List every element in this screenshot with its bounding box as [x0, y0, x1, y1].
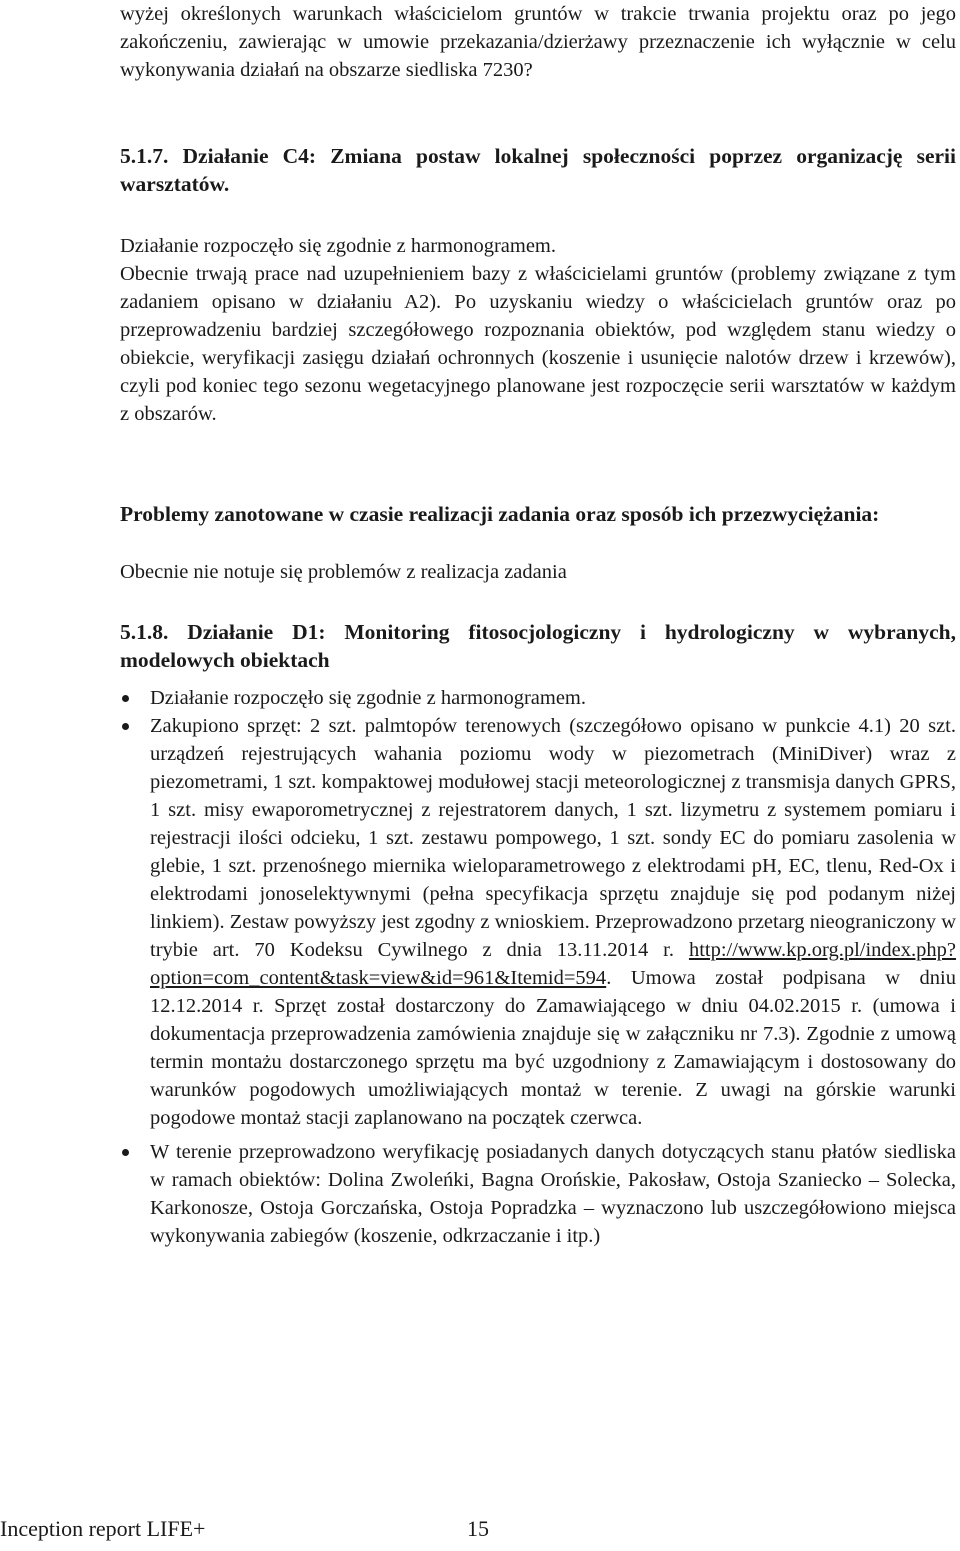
intro-paragraph: wyżej określonych warunkach właścicielom gruntów w trakcie trwania projektu oraz po jego zakończeniu, zawierając w umowie przekazania/dzierżawy przeznaczenie ich wyłącznie w celu wykonywania działań na obszarze siedliska 7230? — [120, 3, 956, 81]
footer-report-name: Inception report LIFE+ — [0, 1516, 206, 1541]
section-title: Działanie C4: Zmiana postaw lokalnej społeczności poprzez organizację serii warsztatów. — [120, 144, 956, 196]
list-item — [120, 1138, 956, 1250]
bullet-text: W terenie przeprowadzono weryfikację posiadanych danych dotyczących stanu płatów siedliska w ramach obiektów: Dolina Zwoleńki, Bagna Orońskie, Pakosław, Ostoja Szaniecko – Solecka, Karkonosze, Ostoja Gorczańska, Ostoja Popradzka – wyznaczono lub uszczegółowiono miejsca wykonywania zabiegów (koszenie, odkrzaczanie i itp.) — [150, 1141, 956, 1247]
c4-details-paragraph: Obecnie trwają prace nad uzupełnieniem bazy z właścicielami gruntów (problemy związane z tym zadaniem opisano w działaniu A2). Po uzyskaniu wiedzy o właścicielach gruntów oraz po przeprowadzeniu bardziej szczegółowego rozpoznania obiektów, pod względem stanu wiedzy o obiekcie, weryfikacji zasięgu działań ochronnych (koszenie i usunięcie nalotów drzew i krzewów), czyli pod koniec tego sezonu wegetacyjnego planowane jest rozpoczęcie serii warsztatów w każdym z obszarów. — [120, 263, 956, 425]
problems-heading: Problemy zanotowane w czasie realizacji zadania oraz sposób ich przezwyciężania: — [120, 502, 880, 526]
page-number: 15 — [467, 1516, 489, 1541]
section-heading-5-1-7 — [120, 142, 956, 198]
c4-status-paragraph: Działanie rozpoczęło się zgodnie z harmonogramem. — [120, 235, 557, 257]
bullet-text: Zakupiono sprzęt: 2 szt. palmtopów terenowych (szczegółowo opisano w punkcie 4.1) 20 szt. urządzeń rejestrujących wahania poziomu wody w piezometrach (MiniDiver) wraz z piezometrami, 1 szt. kompaktowej modułowej stacji meteorologicznej z transmisja danych GPRS, 1 szt. misy ewaporometrycznej z rejestratorem danych, 1 szt. lizymetru z systemem pomiaru i rejestracji ilości odcieku, 1 szt. zestawu pompowego, 1 szt. sondy EC do pomiaru zasolenia w glebie, 1 szt. przenośnego miernika wieloparametrowego z elektrodami pH, EC, tlenu, Red-Ox i elektrodami jonoselektywnymi (pełna specyfikacja sprzętu znajduje się pod podanym niżej linkiem). Zestaw powyższy jest zgodny z wnioskiem. Przeprowadzono przetarg nieograniczony w trybie art. 70 Kodeksu Cywilnego z dnia 13.11.2014 r. — [150, 715, 956, 961]
section-heading-5-1-8 — [120, 618, 956, 674]
section-title: Działanie D1: Monitoring fitosocjologiczny i hydrologiczny w wybranych, modelowych obiektach — [120, 620, 956, 672]
bullet-icon — [122, 1149, 129, 1156]
bullet-text-continued: . Umowa został podpisana w dniu 12.12.2014 r. Sprzęt został dostarczony do Zamawiającego w dniu 04.02.2015 r. (umowa i dokumentacja przeprowadzenia zamówienia znajduje się w załączniku nr 7.3). Zgodnie z umową termin montażu dostarczonego sprzętu ma być uzgodniony z Zamawiającym i dostosowany do warunków pogodowych umożliwiających montaż w terenie. Z uwagi na górskie warunki pogodowe montaż stacji zaplanowano na początek czerwca. — [150, 967, 956, 1129]
bullet-icon — [122, 695, 129, 702]
section-number: 5.1.7. — [120, 144, 169, 168]
problems-text: Obecnie nie notuje się problemów z realizacja zadania — [120, 561, 567, 583]
list-item — [120, 712, 956, 1132]
tender-link[interactable]: http://www.kp.org.pl/index.php?option=com_content&task=view&id=961&Itemid=594 — [150, 939, 957, 989]
section-number: 5.1.8. — [120, 620, 169, 644]
list-item — [120, 684, 956, 712]
d1-bullet-list — [120, 684, 956, 1250]
bullet-icon — [122, 723, 129, 730]
bullet-text: Działanie rozpoczęło się zgodnie z harmonogramem. — [150, 687, 587, 709]
